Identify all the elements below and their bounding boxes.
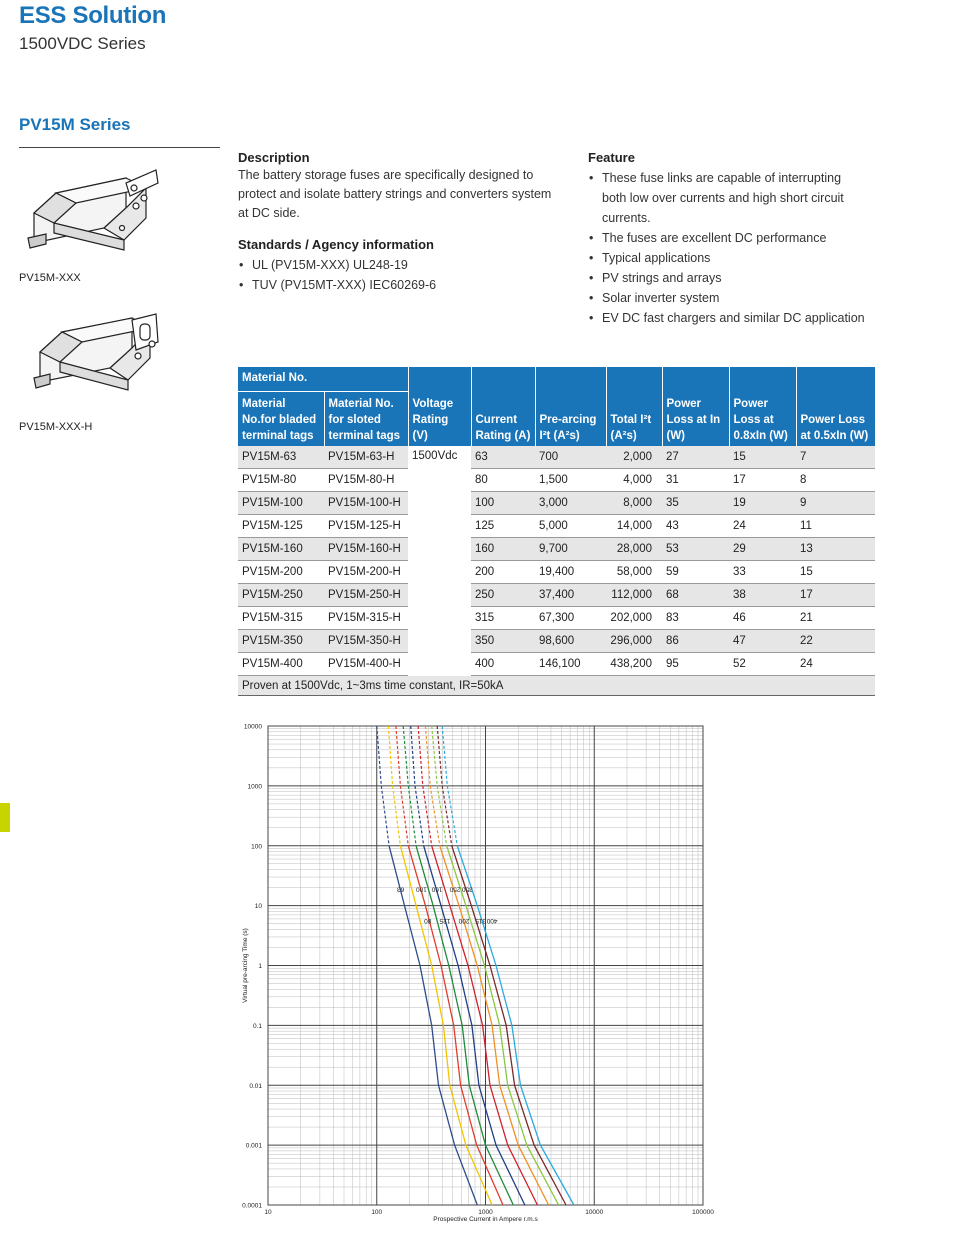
cell-loss-in: 83 bbox=[662, 607, 729, 630]
cell-prearcing: 1,500 bbox=[535, 469, 606, 492]
cell-prearcing: 3,000 bbox=[535, 492, 606, 515]
standards-heading: Standards / Agency information bbox=[238, 237, 434, 252]
cell-loss-in: 95 bbox=[662, 653, 729, 676]
col-header-voltage: Voltage Rating (V) bbox=[408, 367, 471, 446]
col-header-loss-08: Power Loss at 0.8xIn (W) bbox=[729, 367, 796, 446]
page-title: ESS Solution bbox=[19, 2, 167, 29]
series-label: 250 bbox=[449, 885, 461, 893]
cell-material-bladed: PV15M-80 bbox=[238, 469, 324, 492]
cell-total: 58,000 bbox=[606, 561, 662, 584]
feature-item: • Typical applications bbox=[588, 248, 888, 268]
table-row bbox=[238, 630, 875, 653]
series-title: PV15M Series bbox=[19, 115, 131, 134]
table-row bbox=[238, 515, 875, 538]
series-label: 160 bbox=[431, 885, 443, 893]
y-tick-label: 0.1 bbox=[252, 1022, 262, 1030]
cell-prearcing: 5,000 bbox=[535, 515, 606, 538]
feature-item: • The fuses are excellent DC performance bbox=[588, 228, 888, 248]
y-tick-label: 0.001 bbox=[245, 1142, 262, 1150]
series-label: 200 bbox=[458, 916, 470, 924]
series-label: 315 bbox=[475, 916, 487, 924]
standards-item: • TUV (PV15MT-XXX) IEC60269-6 bbox=[238, 275, 558, 295]
cell-material-bladed: PV15M-250 bbox=[238, 584, 324, 607]
time-current-chart bbox=[230, 718, 720, 1230]
table-row bbox=[238, 538, 875, 561]
series-label: 80 bbox=[424, 916, 432, 924]
cell-total: 4,000 bbox=[606, 469, 662, 492]
cell-material-bladed: PV15M-63 bbox=[238, 446, 324, 469]
feature-item: • Solar inverter system bbox=[588, 288, 888, 308]
cell-current: 350 bbox=[471, 630, 535, 653]
cell-material-sloted: PV15M-350-H bbox=[324, 630, 408, 653]
cell-total: 296,000 bbox=[606, 630, 662, 653]
y-tick-label: 100 bbox=[251, 843, 262, 851]
table-row bbox=[238, 469, 875, 492]
cell-loss-in: 43 bbox=[662, 515, 729, 538]
cell-loss-05: 24 bbox=[796, 653, 875, 676]
cell-material-sloted: PV15M-200-H bbox=[324, 561, 408, 584]
series-label: 125 bbox=[439, 916, 451, 924]
table-row bbox=[238, 561, 875, 584]
table-row bbox=[238, 584, 875, 607]
cell-total: 112,000 bbox=[606, 584, 662, 607]
chart-y-label: Virtual pre-arcing Time (s) bbox=[242, 928, 249, 1003]
cell-loss-in: 31 bbox=[662, 469, 729, 492]
cell-loss-05: 7 bbox=[796, 446, 875, 469]
x-tick-label: 10000 bbox=[585, 1209, 604, 1216]
col-header-loss-05: Power Loss at 0.5xIn (W) bbox=[796, 367, 875, 446]
cell-prearcing: 98,600 bbox=[535, 630, 606, 653]
chart-grid bbox=[268, 726, 703, 1205]
table-body bbox=[238, 446, 875, 676]
side-tab-marker bbox=[0, 803, 10, 832]
cell-loss-08: 24 bbox=[729, 515, 796, 538]
cell-loss-05: 11 bbox=[796, 515, 875, 538]
y-tick-label: 0.01 bbox=[249, 1082, 262, 1090]
cell-current: 250 bbox=[471, 584, 535, 607]
cell-loss-08: 52 bbox=[729, 653, 796, 676]
cell-total: 202,000 bbox=[606, 607, 662, 630]
cell-material-sloted: PV15M-100-H bbox=[324, 492, 408, 515]
cell-total: 438,200 bbox=[606, 653, 662, 676]
cell-loss-08: 46 bbox=[729, 607, 796, 630]
cell-material-sloted: PV15M-80-H bbox=[324, 469, 408, 492]
cell-loss-in: 59 bbox=[662, 561, 729, 584]
cell-material-bladed: PV15M-400 bbox=[238, 653, 324, 676]
table-row bbox=[238, 492, 875, 515]
y-tick-label: 0.0001 bbox=[242, 1202, 262, 1210]
cell-loss-08: 19 bbox=[729, 492, 796, 515]
y-tick-label: 1000 bbox=[247, 783, 262, 791]
cell-loss-08: 33 bbox=[729, 561, 796, 584]
feature-item: • PV strings and arrays bbox=[588, 268, 888, 288]
cell-loss-08: 47 bbox=[729, 630, 796, 653]
col-header-bladed: Material No.for bladed terminal tags bbox=[238, 392, 324, 447]
cell-loss-05: 17 bbox=[796, 584, 875, 607]
cell-current: 160 bbox=[471, 538, 535, 561]
cell-material-sloted: PV15M-125-H bbox=[324, 515, 408, 538]
series-label: 63 bbox=[396, 885, 405, 893]
y-tick-label: 10 bbox=[254, 903, 262, 911]
table-row bbox=[238, 653, 875, 676]
cell-material-sloted: PV15M-160-H bbox=[324, 538, 408, 561]
cell-prearcing: 700 bbox=[535, 446, 606, 469]
fuse-image-bladed bbox=[26, 158, 166, 263]
cell-loss-05: 22 bbox=[796, 630, 875, 653]
cell-loss-05: 9 bbox=[796, 492, 875, 515]
cell-loss-05: 13 bbox=[796, 538, 875, 561]
cell-material-sloted: PV15M-315-H bbox=[324, 607, 408, 630]
cell-current: 400 bbox=[471, 653, 535, 676]
image-caption-bladed: PV15M-XXX bbox=[19, 272, 81, 284]
cell-current: 100 bbox=[471, 492, 535, 515]
cell-loss-08: 29 bbox=[729, 538, 796, 561]
cell-material-sloted: PV15M-400-H bbox=[324, 653, 408, 676]
cell-loss-in: 68 bbox=[662, 584, 729, 607]
cell-loss-in: 86 bbox=[662, 630, 729, 653]
cell-prearcing: 67,300 bbox=[535, 607, 606, 630]
cell-current: 63 bbox=[471, 446, 535, 469]
cell-prearcing: 37,400 bbox=[535, 584, 606, 607]
col-header-prearcing: Pre-arcing I²t (A²s) bbox=[535, 367, 606, 446]
cell-material-bladed: PV15M-100 bbox=[238, 492, 324, 515]
col-header-current: Current Rating (A) bbox=[471, 367, 535, 446]
feature-item: • EV DC fast chargers and similar DC application bbox=[588, 308, 888, 328]
image-caption-sloted: PV15M-XXX-H bbox=[19, 421, 93, 433]
cell-current: 80 bbox=[471, 469, 535, 492]
cell-material-sloted: PV15M-250-H bbox=[324, 584, 408, 607]
description-text: The battery storage fuses are specifically designed to protect and isolate battery strings and converters system at DC side. bbox=[238, 168, 552, 220]
cell-prearcing: 19,400 bbox=[535, 561, 606, 584]
x-tick-label: 100000 bbox=[692, 1209, 714, 1216]
cell-current: 315 bbox=[471, 607, 535, 630]
cell-loss-in: 35 bbox=[662, 492, 729, 515]
cell-total: 8,000 bbox=[606, 492, 662, 515]
series-label: 350 bbox=[461, 885, 473, 893]
cell-voltage: 1500Vdc bbox=[408, 446, 471, 676]
cell-loss-08: 38 bbox=[729, 584, 796, 607]
divider bbox=[19, 147, 220, 148]
cell-loss-in: 53 bbox=[662, 538, 729, 561]
cell-total: 14,000 bbox=[606, 515, 662, 538]
table-row bbox=[238, 446, 875, 469]
cell-current: 125 bbox=[471, 515, 535, 538]
cell-material-bladed: PV15M-315 bbox=[238, 607, 324, 630]
standards-list bbox=[238, 255, 558, 295]
spec-table bbox=[238, 367, 875, 696]
material-group-header: Material No. bbox=[238, 367, 408, 392]
cell-loss-08: 17 bbox=[729, 469, 796, 492]
x-tick-label: 1000 bbox=[478, 1209, 493, 1216]
cell-loss-05: 15 bbox=[796, 561, 875, 584]
cell-total: 2,000 bbox=[606, 446, 662, 469]
cell-material-bladed: PV15M-125 bbox=[238, 515, 324, 538]
series-label: 400 bbox=[486, 916, 498, 924]
cell-material-bladed: PV15M-350 bbox=[238, 630, 324, 653]
feature-item: • These fuse links are capable of interrupting both low over currents and high short circuit currents. bbox=[588, 168, 867, 228]
cell-prearcing: 146,100 bbox=[535, 653, 606, 676]
y-tick-label: 10000 bbox=[243, 723, 262, 731]
feature-heading: Feature bbox=[588, 150, 635, 165]
cell-material-bladed: PV15M-160 bbox=[238, 538, 324, 561]
fuse-image-sloted bbox=[26, 300, 166, 405]
cell-prearcing: 9,700 bbox=[535, 538, 606, 561]
cell-material-sloted: PV15M-63-H bbox=[324, 446, 408, 469]
table-row bbox=[238, 607, 875, 630]
feature-list bbox=[588, 168, 888, 328]
y-tick-label: 1 bbox=[258, 963, 262, 970]
x-tick-label: 10 bbox=[264, 1209, 272, 1216]
col-header-loss-in: Power Loss at In (W) bbox=[662, 367, 729, 446]
description-heading: Description bbox=[238, 150, 310, 165]
x-tick-label: 100 bbox=[371, 1209, 383, 1216]
cell-loss-05: 8 bbox=[796, 469, 875, 492]
series-label: 100 bbox=[416, 885, 427, 893]
cell-loss-in: 27 bbox=[662, 446, 729, 469]
col-header-sloted: Material No. for sloted terminal tags bbox=[324, 392, 408, 447]
cell-current: 200 bbox=[471, 561, 535, 584]
cell-total: 28,000 bbox=[606, 538, 662, 561]
cell-loss-08: 15 bbox=[729, 446, 796, 469]
chart-x-label: Prospective Current in Ampere r.m.s bbox=[433, 1216, 538, 1223]
cell-material-bladed: PV15M-200 bbox=[238, 561, 324, 584]
standards-item: • UL (PV15M-XXX) UL248-19 bbox=[238, 255, 558, 275]
cell-loss-05: 21 bbox=[796, 607, 875, 630]
page-subtitle: 1500VDC Series bbox=[19, 34, 146, 53]
col-header-total: Total I²t (A²s) bbox=[606, 367, 662, 446]
table-footnote: Proven at 1500Vdc, 1~3ms time constant, IR=50kA bbox=[238, 676, 875, 696]
